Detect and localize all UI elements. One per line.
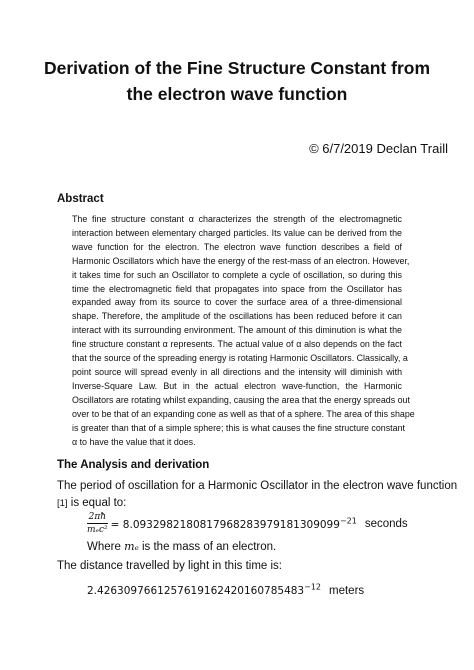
period-value bbox=[110, 516, 357, 531]
where-suffix: is the mass of an electron. bbox=[138, 541, 277, 553]
distance-paragraph: The distance travelled by light in this time is: bbox=[57, 560, 282, 572]
title-line-1: Derivation of the Fine Structure Constant from bbox=[44, 58, 430, 78]
distance-value-exponent: −12 bbox=[304, 582, 322, 591]
abstract-line: point source will spread evenly in all directions and the intensity will diminish with bbox=[72, 366, 402, 377]
abstract-line: fine structure constant α represents. The actual value of α also depends on the fact bbox=[72, 339, 402, 350]
abstract-line: shape. Therefore, the amplitude of the oscillations has been reduced before it can bbox=[72, 311, 402, 322]
abstract-line: time the electromagnetic field that propagates into space from the Oscillator has bbox=[72, 283, 402, 294]
abstract-line: is greater than that of a simple sphere; this is what causes the fine structure constant bbox=[72, 422, 405, 433]
period-paragraph-line-2-text: is equal to: bbox=[67, 497, 127, 509]
distance-equation bbox=[87, 582, 364, 597]
where-prefix: Where bbox=[87, 541, 125, 553]
abstract-line: The fine structure constant α characterizes the strength of the electromagnetic bbox=[72, 214, 402, 224]
analysis-heading: The Analysis and derivation bbox=[57, 459, 210, 471]
abstract-line: it takes time for such an Oscillator to complete a cycle of oscillation, so during this bbox=[72, 269, 402, 280]
abstract-heading: Abstract bbox=[57, 193, 104, 205]
period-paragraph-line-1: The period of oscillation for a Harmonic Oscillator in the electron wave function bbox=[57, 480, 458, 492]
period-equation bbox=[87, 512, 408, 535]
abstract-line: Harmonic Oscillators which have the energy of the rest-mass of an electron. However, bbox=[72, 255, 410, 266]
abstract-line: interact with its surrounding environment. The amount of this diminution is what the bbox=[72, 325, 402, 336]
abstract-line: wave function for the electron. The electron wave function describes a field of bbox=[72, 241, 402, 252]
distance-value bbox=[87, 582, 322, 597]
period-value-mantissa: = 8.0932982180817968283979181309099 bbox=[110, 518, 340, 531]
period-value-exponent: −21 bbox=[339, 516, 357, 526]
distance-unit: meters bbox=[329, 584, 365, 597]
where-statement bbox=[87, 540, 276, 553]
abstract-line: expanded away from its source to cover the surface area of a three-dimensional bbox=[72, 297, 402, 308]
distance-value-mantissa: 2.4263097661257619162420160785483 bbox=[87, 584, 305, 597]
abstract-line: α to have the value that it does. bbox=[72, 436, 196, 447]
abstract-line: Inverse-Square Law. But in the actual electron wave-function, the Harmonic bbox=[72, 380, 402, 391]
copyright-notice: © 6/7/2019 Declan Traill bbox=[309, 141, 448, 156]
electron-mass-symbol: mₑ bbox=[124, 540, 139, 553]
period-paragraph bbox=[57, 478, 457, 512]
abstract-body bbox=[72, 213, 415, 449]
title-line-2: the electron wave function bbox=[126, 84, 348, 104]
period-paragraph-line-2 bbox=[57, 495, 457, 512]
fraction-numerator: 2πħ bbox=[88, 512, 107, 522]
abstract-line: interaction between elementary charged particles. Its value can be derived from the bbox=[72, 227, 402, 238]
fraction-denominator: mₑc² bbox=[87, 525, 108, 535]
abstract-line: over to be that of an expanding cone as well as that of a sphere. The area of this shape bbox=[72, 408, 415, 419]
abstract-line: that the source of the spreading energy is rotating Harmonic Oscillators. Classically, a bbox=[72, 353, 408, 364]
abstract-line: Oscillators are rotating whilst expanding, causing the area that the energy spreads out bbox=[72, 394, 410, 405]
reference-link[interactable]: [1] bbox=[57, 498, 68, 509]
paper-title bbox=[40, 55, 434, 107]
period-fraction bbox=[87, 512, 108, 535]
period-unit: seconds bbox=[364, 517, 408, 530]
